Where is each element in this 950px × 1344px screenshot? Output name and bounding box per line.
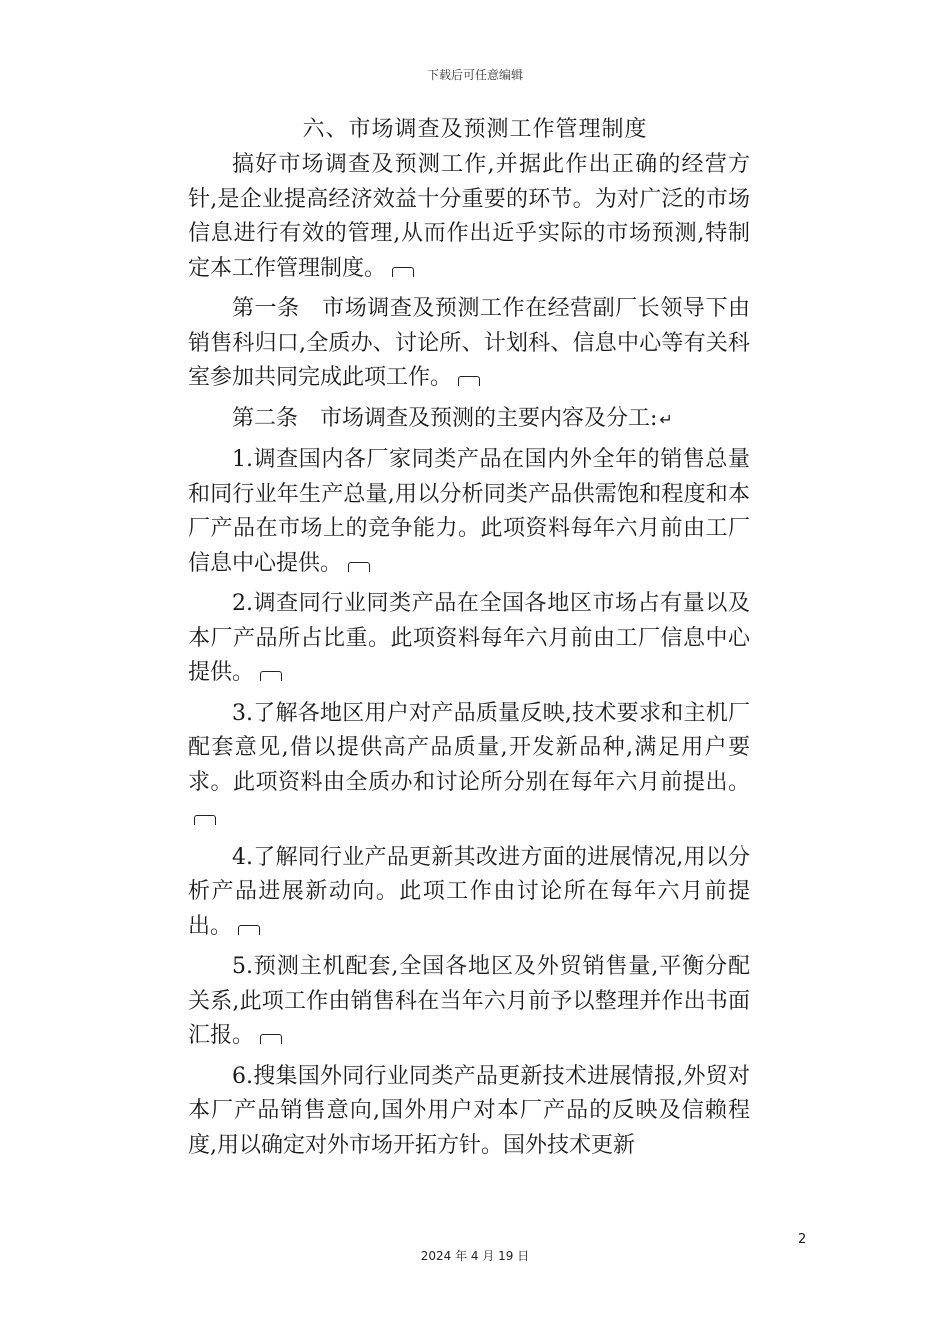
paragraph-mark-icon [260, 1034, 282, 1044]
paragraph-text: 6.搜集国外同行业同类产品更新技术进展情报,外贸对本厂产品销售意向,国外用户对本厂产品的反映及信赖程度,用以确定对外市场开拓方针。国外技术更新 [188, 1063, 750, 1158]
paragraph-mark-icon [392, 267, 414, 277]
paragraph-text: 5.预测主机配套,全国各地区及外贸销售量,平衡分配关系,此项工作由销售科在当年六月前予以整理并作出书面汇报。 [188, 954, 750, 1048]
paragraph-mark-icon [348, 562, 370, 572]
paragraph-text: 第二条 市场调查及预测的主要内容及分工: [232, 405, 658, 431]
paragraph-mark-icon [260, 671, 282, 681]
paragraph-text: 2.调查同行业同类产品在全国各地区市场占有量以及本厂产品所占比重。此项资料每年六月前由工厂信息中心提供。 [188, 591, 750, 685]
paragraph-item-3 [188, 697, 750, 835]
paragraph-article-2 [188, 402, 750, 438]
paragraph-text: 4.了解同行业产品更新其改进方面的进展情况,用以分析产品进展新动向。此项工作由讨论所在每年六月前提出。 [188, 844, 750, 939]
paragraph-item-1 [188, 443, 750, 581]
header-note: 下载后可任意编辑 [426, 68, 523, 82]
paragraph-intro [188, 148, 750, 286]
paragraph-mark-icon [238, 925, 260, 935]
page-number: 2 [798, 1232, 807, 1247]
paragraph-mark-icon [458, 376, 480, 386]
paragraph-item-5 [188, 950, 750, 1054]
paragraph-item-2 [188, 587, 750, 691]
paragraph-text: 搞好市场调查及预测工作,并据此作出正确的经营方针,是企业提高经济效益十分重要的环节。为对广泛的市场信息进行有效的管理,从而作出近乎实际的市场预测,特制定本工作管理制度。 [188, 152, 750, 281]
document-body [188, 148, 750, 1169]
line-break-mark-icon: ↵ [659, 409, 673, 429]
paragraph-article-1 [188, 292, 750, 396]
paragraph-text: 3.了解各地区用户对产品质量反映,技术要求和主机厂配套意见,借以提供高产品质量,开发新品种,满足用户要求。此项资料由全质办和讨论所分别在每年六月前提出。 [188, 700, 750, 795]
paragraph-item-6 [188, 1060, 750, 1164]
paragraph-text: 1.调查国内各厂家同类产品在国内外全年的销售总量和同行业年生产总量,用以分析同类产品供需饱和程度和本厂产品在市场上的竞争能力。此项资料每年六月前由工厂信息中心提供。 [188, 447, 750, 576]
footer-date: 2024 年 4 月 19 日 [420, 1249, 530, 1263]
paragraph-item-4 [188, 841, 750, 945]
paragraph-mark-icon [194, 815, 216, 825]
paragraph-text: 第一条 市场调查及预测工作在经营副厂长领导下由销售科归口,全质办、讨论所、计划科、信息中心等有关科室参加共同完成此项工作。 [188, 296, 750, 390]
document-title: 六、市场调查及预测工作管理制度 [302, 117, 648, 142]
